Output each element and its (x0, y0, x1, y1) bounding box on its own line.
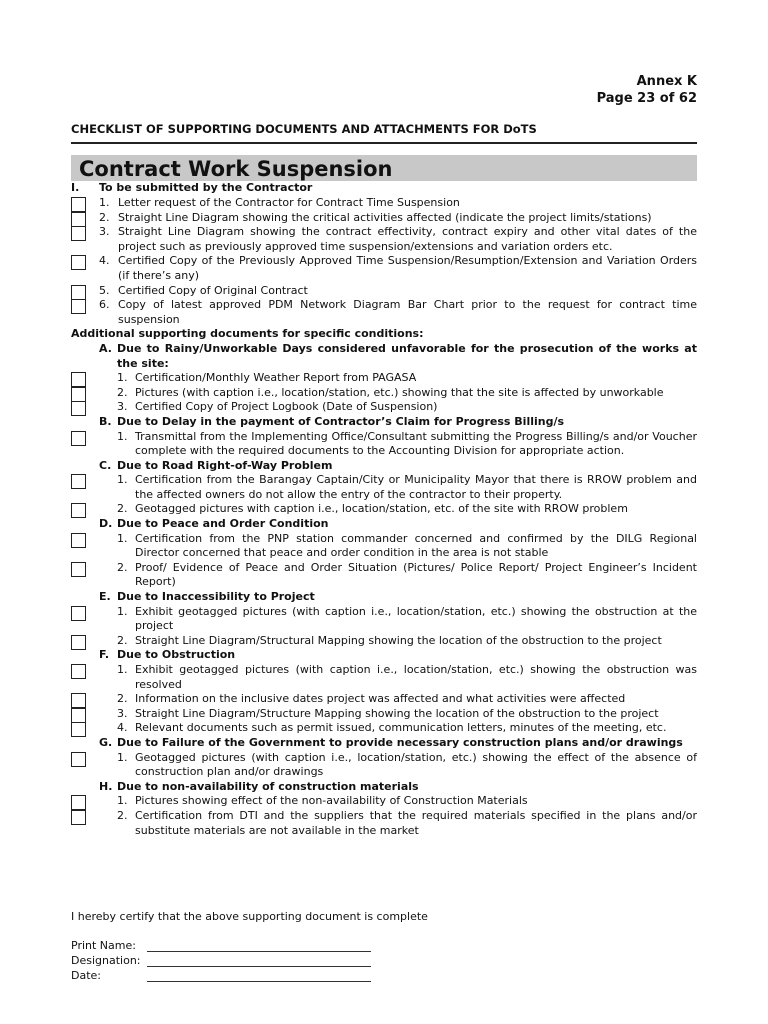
item-text: Copy of latest approved PDM Network Diagram Bar Chart prior to the request for contract time suspension (118, 298, 697, 326)
date-label: Date: (71, 969, 101, 982)
date-line[interactable] (147, 981, 371, 982)
condition-letter: E. (99, 590, 111, 604)
designation-line[interactable] (147, 966, 371, 967)
item-text: Relevant documents such as permit issued, communication letters, minutes of the meeting, etc. (135, 721, 667, 735)
checklist-item (0, 254, 768, 283)
condition-heading (0, 517, 768, 532)
condition-letter: F. (99, 648, 110, 662)
divider (71, 142, 697, 144)
item-number: 3. (99, 225, 110, 239)
item-number: 2. (117, 692, 128, 706)
checklist-item (0, 298, 768, 327)
condition-item (0, 605, 768, 634)
item-number: 1. (117, 663, 128, 676)
item-number: 1. (117, 531, 128, 545)
item-text: Certified Copy of the Previously Approved Time Suspension/Resumption/Extension and Variation Orders (if there’s any) (118, 254, 697, 282)
condition-item (0, 561, 768, 590)
condition-title: Due to Failure of the Government to provide necessary construction plans and/or drawings (117, 735, 683, 749)
condition-title: Due to Rainy/Unworkable Days considered unfavorable for the prosecution of the works at the site: (117, 341, 697, 370)
item-text: Proof/ Evidence of Peace and Order Situation (Pictures/ Police Report/ Project Engineer’s Incident Report) (135, 560, 697, 589)
condition-heading (0, 342, 768, 371)
item-text: Certification from DTI and the suppliers that the required materials specified in the plans and/or substitute materials are not available in the market (135, 808, 697, 837)
condition-heading (0, 780, 768, 795)
section-title: To be submitted by the Contractor (99, 181, 313, 194)
checkbox[interactable] (71, 299, 86, 314)
item-number: 1. (99, 196, 110, 209)
item-number: 1. (117, 604, 128, 618)
condition-item (0, 386, 768, 401)
condition-title: Due to Obstruction (117, 648, 236, 662)
page-number: Page 23 of 62 (596, 91, 697, 106)
print-name-label: Print Name: (71, 939, 136, 952)
item-number: 2. (117, 502, 128, 516)
checklist-item (0, 211, 768, 226)
condition-item (0, 809, 768, 838)
condition-heading (0, 648, 768, 663)
item-text: Exhibit geotagged pictures (with caption i.e., location/station, etc.) showing the obstruction was resolved (135, 663, 697, 691)
item-text: Straight Line Diagram showing the contract effectivity, contract expiry and other vital dates of the project such as previously approved time suspension/extensions and variation orders etc. (118, 225, 697, 253)
condition-letter: D. (99, 517, 113, 531)
item-number: 4. (99, 254, 110, 268)
checkbox[interactable] (71, 533, 86, 548)
condition-item (0, 532, 768, 561)
condition-heading (0, 590, 768, 605)
checkbox[interactable] (71, 255, 86, 270)
item-text: Straight Line Diagram/Structural Mapping showing the location of the obstruction to the project (135, 633, 662, 647)
item-number: 2. (99, 210, 110, 224)
item-text: Straight Line Diagram/Structure Mapping showing the location of the obstruction to the project (135, 706, 659, 720)
checklist-item (0, 196, 768, 211)
item-text: Pictures showing effect of the non-availability of Construction Materials (135, 794, 528, 808)
item-text: Geotagged pictures with caption i.e., location/station, etc. of the site with RROW problem (135, 502, 628, 516)
checkbox[interactable] (71, 752, 86, 767)
condition-title: Due to Delay in the payment of Contractor’s Claim for Progress Billing/s (117, 414, 565, 428)
item-text: Certified Copy of Original Contract (118, 283, 308, 297)
condition-item (0, 692, 768, 707)
checkbox[interactable] (71, 431, 86, 446)
item-text: Information on the inclusive dates project was affected and what activities were affected (135, 692, 626, 706)
condition-item (0, 634, 768, 649)
item-number: 6. (99, 298, 110, 312)
condition-item (0, 400, 768, 415)
item-number: 2. (117, 560, 128, 574)
item-text: Certification from the Barangay Captain/City or Municipality Mayor that there is RROW problem and the affected owners do not allow the entry of the contractor to their property. (135, 473, 697, 501)
item-number: 2. (117, 385, 128, 399)
condition-item (0, 721, 768, 736)
condition-title: Due to Peace and Order Condition (117, 517, 329, 531)
print-name-line[interactable] (147, 951, 371, 952)
condition-title: Due to Road Right-of-Way Problem (117, 458, 333, 472)
checkbox[interactable] (71, 810, 86, 825)
annex-label: Annex K (636, 74, 697, 89)
item-text: Certification from the PNP station commander concerned and confirmed by the DILG Regional Director concerned that peace and order condition in the area is not stable (135, 531, 697, 560)
condition-item (0, 430, 768, 459)
item-number: 1. (117, 473, 128, 487)
condition-letter: B. (99, 414, 112, 428)
item-number: 1. (117, 794, 128, 808)
item-text: Letter request of the Contractor for Contract Time Suspension (118, 196, 460, 209)
condition-letter: A. (99, 341, 112, 355)
title-banner (71, 155, 697, 181)
condition-item (0, 371, 768, 386)
checkbox[interactable] (71, 562, 86, 577)
item-number: 2. (117, 633, 128, 647)
condition-title: Due to non-availability of construction materials (117, 779, 419, 793)
condition-heading (0, 415, 768, 430)
item-text: Transmittal from the Implementing Office/Consultant submitting the Progress Billing/s and/or Voucher complete with the required documents to the Accounting Division for appropriate action. (135, 429, 697, 458)
item-number: 4. (117, 721, 128, 735)
condition-item (0, 502, 768, 517)
certify-statement: I hereby certify that the above supporting document is complete (71, 910, 428, 923)
item-text: Exhibit geotagged pictures (with caption i.e., location/station, etc.) showing the obstruction at the project (135, 604, 697, 633)
item-text: Straight Line Diagram showing the critical activities affected (indicate the project limits/stations) (118, 210, 652, 224)
designation-label: Designation: (71, 954, 141, 967)
condition-heading (0, 459, 768, 474)
checklist-title: CHECKLIST OF SUPPORTING DOCUMENTS AND ATTACHMENTS FOR DoTS (71, 122, 537, 136)
designation-row (71, 954, 141, 967)
condition-letter: H. (99, 779, 113, 793)
additional-heading: Additional supporting documents for specific conditions: (71, 327, 424, 341)
item-text: Pictures (with caption i.e., location/station, etc.) showing that the site is affected by unworkable (135, 385, 664, 399)
item-text: Geotagged pictures (with caption i.e., location/station, etc.) showing the effect of the absence of construction plan and/or drawings (135, 750, 697, 779)
checkbox[interactable] (71, 226, 86, 241)
condition-title: Due to Inaccessibility to Project (117, 590, 315, 604)
condition-item (0, 751, 768, 780)
annex-header (597, 73, 697, 107)
item-number: 1. (117, 429, 128, 443)
date-row (71, 969, 101, 982)
checklist-body (0, 181, 768, 838)
condition-letter: C. (99, 458, 112, 472)
item-number: 1. (117, 371, 128, 385)
condition-item (0, 473, 768, 502)
condition-heading (0, 736, 768, 751)
condition-item (0, 794, 768, 809)
checkbox[interactable] (71, 606, 86, 621)
banner-title: Contract Work Suspension (79, 157, 393, 181)
condition-letter: G. (99, 735, 113, 749)
checkbox[interactable] (71, 474, 86, 489)
section-heading (0, 181, 768, 196)
item-number: 1. (117, 750, 128, 764)
item-number: 3. (117, 706, 128, 720)
item-number: 3. (117, 400, 128, 414)
print-name-row (71, 939, 136, 952)
condition-item (0, 663, 768, 692)
checklist-item (0, 225, 768, 254)
item-text: Certified Copy of Project Logbook (Date of Suspension) (135, 400, 438, 414)
section-number: I. (71, 181, 80, 194)
checklist-item (0, 284, 768, 299)
item-number: 2. (117, 808, 128, 822)
checkbox[interactable] (71, 664, 86, 679)
item-text: Certification/Monthly Weather Report from PAGASA (135, 371, 417, 385)
item-number: 5. (99, 283, 110, 297)
condition-item (0, 707, 768, 722)
